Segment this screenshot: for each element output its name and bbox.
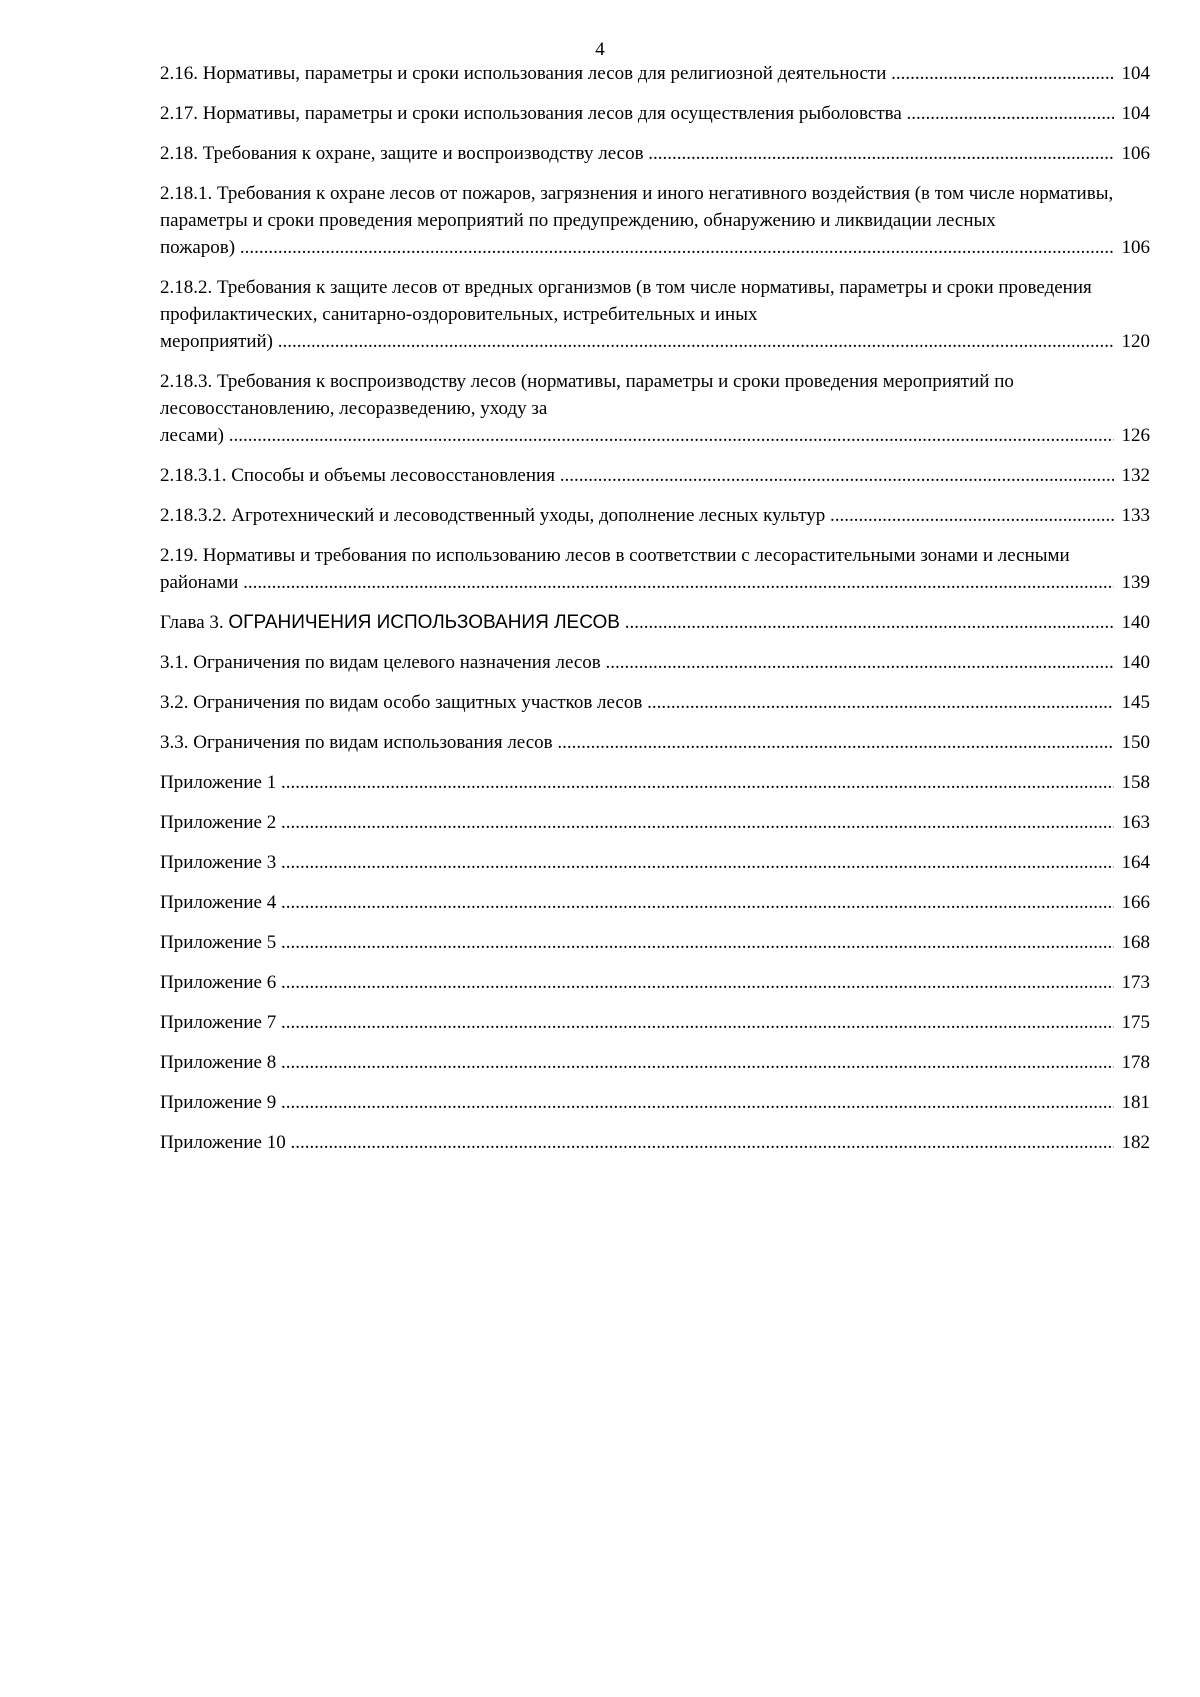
toc-entry-title: 2.18.1. Требования к охране лесов от пожаров, загрязнения и иного негативного воздействия (в том числе нормативы, параметры и сроки проведения мероприятий по предупреждению, обнаружению и ликвидации лесных пожаров) ..... — [160, 180, 1114, 261]
toc-entry-appendix-1[interactable] — [160, 769, 1150, 796]
toc-entry-page: 168 — [1114, 929, 1150, 956]
toc-entry-title: Приложение 7 ..... — [160, 1009, 1114, 1036]
toc-entry-title: Приложение 1 ..... — [160, 769, 1114, 796]
toc-entry-2-18-1[interactable] — [160, 180, 1150, 261]
toc-entry-title: Приложение 10 ..... — [160, 1129, 1114, 1156]
toc-entry-title: Приложение 6 ..... — [160, 969, 1114, 996]
chapter-prefix: Глава 3. — [160, 612, 229, 633]
toc-entry-title — [160, 609, 1114, 636]
toc-entry-2-19[interactable] — [160, 542, 1150, 596]
toc-entry-title: Приложение 4 ..... — [160, 889, 1114, 916]
toc-entry-title: Приложение 3 ..... — [160, 849, 1114, 876]
toc-entry-appendix-7[interactable] — [160, 1009, 1150, 1036]
toc-entry-page: 126 — [1114, 422, 1150, 449]
toc-entry-title: 2.18. Требования к охране, защите и воспроизводству лесов ..... — [160, 140, 1114, 167]
toc-entry-2-18-3[interactable] — [160, 368, 1150, 449]
toc-entry-title: 2.18.3. Требования к воспроизводству лесов (нормативы, параметры и сроки проведения мероприятий по лесовосстановлению, лесоразведению, уходу за лесами) ..... — [160, 368, 1114, 449]
toc-entry-page: 158 — [1114, 769, 1150, 796]
toc-entry-appendix-6[interactable] — [160, 969, 1150, 996]
toc-entry-2-18-3-1[interactable] — [160, 462, 1150, 489]
toc-entry-page: 132 — [1114, 462, 1150, 489]
toc-entry-title: Приложение 2 ..... — [160, 809, 1114, 836]
toc-entry-page: 140 — [1114, 649, 1150, 676]
toc-entry-appendix-8[interactable] — [160, 1049, 1150, 1076]
toc-entry-2-18[interactable] — [160, 140, 1150, 167]
toc-entry-title: 2.17. Нормативы, параметры и сроки использования лесов для осуществления рыболовства ..... — [160, 100, 1114, 127]
toc-entry-title: Приложение 5 ..... — [160, 929, 1114, 956]
toc-entry-page: 139 — [1114, 569, 1150, 596]
toc-entry-title: 3.2. Ограничения по видам особо защитных участков лесов ..... — [160, 689, 1114, 716]
toc-entry-page: 106 — [1114, 234, 1150, 261]
toc-entry-page: 140 — [1114, 609, 1150, 636]
toc-entry-page: 181 — [1114, 1089, 1150, 1116]
toc-entry-2-18-3-2[interactable] — [160, 502, 1150, 529]
toc-entry-page: 175 — [1114, 1009, 1150, 1036]
toc-entry-3-3[interactable] — [160, 729, 1150, 756]
toc-entry-title: 2.18.3.2. Агротехнический и лесоводственный уходы, дополнение лесных культур ..... — [160, 502, 1114, 529]
toc-entry-2-16[interactable] — [160, 60, 1150, 87]
toc-entry-title: Приложение 8 ..... — [160, 1049, 1114, 1076]
toc-entry-title: 2.18.3.1. Способы и объемы лесовосстановления ..... — [160, 462, 1114, 489]
toc-entry-3-1[interactable] — [160, 649, 1150, 676]
toc-entry-title: 2.16. Нормативы, параметры и сроки использования лесов для религиозной деятельности ..... — [160, 60, 1114, 87]
toc-entry-page: 164 — [1114, 849, 1150, 876]
toc-entry-3-2[interactable] — [160, 689, 1150, 716]
toc-entry-appendix-2[interactable] — [160, 809, 1150, 836]
toc-entry-page: 104 — [1114, 60, 1150, 87]
toc-entry-appendix-10[interactable] — [160, 1129, 1150, 1156]
toc-entry-chapter-3[interactable] — [160, 609, 1150, 636]
toc-entry-page: 150 — [1114, 729, 1150, 756]
toc-entry-appendix-3[interactable] — [160, 849, 1150, 876]
toc-entry-appendix-4[interactable] — [160, 889, 1150, 916]
toc-entry-page: 182 — [1114, 1129, 1150, 1156]
toc-entry-2-18-2[interactable] — [160, 274, 1150, 355]
toc-entry-page: 163 — [1114, 809, 1150, 836]
toc-entry-page: 104 — [1114, 100, 1150, 127]
toc-entry-page: 145 — [1114, 689, 1150, 716]
toc-entry-title: 2.19. Нормативы и требования по использованию лесов в соответствии с лесорастительными зонами и лесными районами ..... — [160, 542, 1114, 596]
toc-entry-page: 133 — [1114, 502, 1150, 529]
page-number: 4 — [595, 39, 605, 60]
toc-entry-page: 120 — [1114, 328, 1150, 355]
chapter-title: ОГРАНИЧЕНИЯ ИСПОЛЬЗОВАНИЯ ЛЕСОВ — [228, 612, 620, 633]
toc-entry-appendix-5[interactable] — [160, 929, 1150, 956]
toc-entry-page: 166 — [1114, 889, 1150, 916]
toc-entry-title: 2.18.2. Требования к защите лесов от вредных организмов (в том числе нормативы, параметры и сроки проведения профилактических, санитарно-оздоровительных, истребительных и иных мероприятий) ..... — [160, 274, 1114, 355]
toc-entry-title: 3.3. Ограничения по видам использования лесов ..... — [160, 729, 1114, 756]
toc-entry-appendix-9[interactable] — [160, 1089, 1150, 1116]
toc-entry-title: Приложение 9 ..... — [160, 1089, 1114, 1116]
table-of-contents — [160, 60, 1150, 1169]
toc-entry-page: 178 — [1114, 1049, 1150, 1076]
toc-entry-page: 173 — [1114, 969, 1150, 996]
toc-entry-title: 3.1. Ограничения по видам целевого назначения лесов ..... — [160, 649, 1114, 676]
toc-entry-page: 106 — [1114, 140, 1150, 167]
toc-entry-2-17[interactable] — [160, 100, 1150, 127]
